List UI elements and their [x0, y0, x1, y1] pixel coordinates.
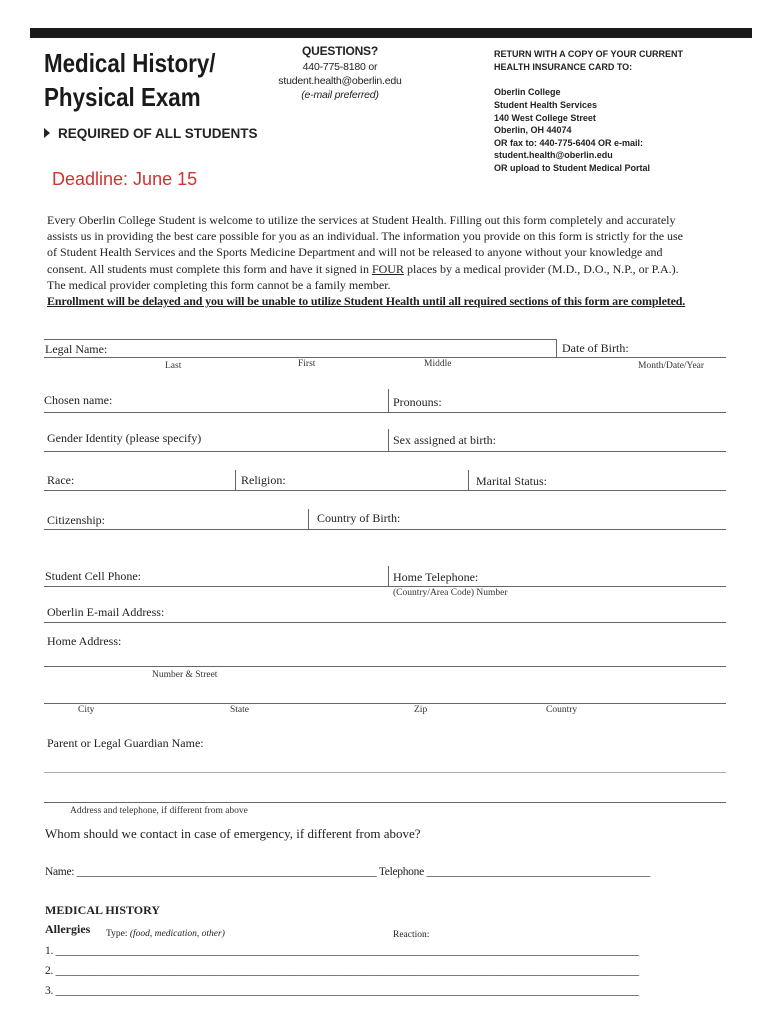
header-bar: [30, 28, 752, 38]
number-street-sublabel: Number & Street: [152, 670, 218, 680]
emergency-name-telephone-field[interactable]: Name: _______________________________________________________ Telephone _________________________________________: [45, 866, 650, 878]
type-hint: (food, medication, other): [129, 929, 225, 939]
divider: [556, 339, 557, 357]
contact-email[interactable]: student.health@oberlin.edu: [278, 75, 402, 87]
phone-format-sublabel: (Country/Area Code) Number: [393, 588, 508, 598]
city-sublabel: City: [78, 705, 95, 715]
intro-line: Every Oberlin College Student is welcome to utilize the services at Student Health. Filling out this form completely and accurately: [47, 213, 676, 227]
address-line: OR fax to: 440-775-6404 OR e-mail:: [494, 138, 644, 148]
allergy-line-3[interactable]: 3. ___________________________________________________________________________________________________________: [45, 985, 639, 997]
cell-phone-label: Student Cell Phone:: [45, 569, 141, 583]
address-line: 140 West College Street: [494, 113, 596, 123]
gender-identity-label: Gender Identity (please specify): [47, 431, 202, 445]
divider: [468, 470, 469, 490]
dob-label: Date of Birth:: [562, 341, 629, 355]
form-title: [44, 46, 215, 114]
intro-paragraph: [47, 212, 727, 309]
return-line-2: HEALTH INSURANCE CARD TO:: [494, 62, 633, 72]
guardian-label: Parent or Legal Guardian Name:: [47, 736, 204, 750]
oberlin-email-label: Oberlin E-mail Address:: [47, 605, 165, 619]
questions-label: QUESTIONS?: [301, 44, 378, 58]
title-line-1: Medical History/: [44, 48, 216, 78]
zip-sublabel: Zip: [414, 705, 428, 715]
emergency-question: Whom should we contact in case of emergency, if different from above?: [45, 826, 421, 841]
allergy-line-2[interactable]: 2. ___________________________________________________________________________________________________________: [45, 965, 639, 977]
home-address-field[interactable]: [44, 666, 726, 667]
intro-text: places by a medical provider (M.D., D.O., N.P., or P.A.).: [403, 261, 679, 276]
sex-assigned-label: Sex assigned at birth:: [393, 433, 496, 447]
first-name-sublabel: First: [298, 359, 316, 369]
address-line: Oberlin College: [494, 87, 561, 97]
guardian-name-field[interactable]: [44, 772, 726, 773]
legal-name-field[interactable]: [44, 357, 726, 358]
type-label: Type:: [106, 929, 128, 939]
home-telephone-label: Home Telephone:: [393, 570, 479, 584]
divider: [388, 389, 389, 412]
divider: [308, 509, 309, 529]
required-notice: [44, 126, 258, 141]
address-line: Student Health Services: [494, 100, 598, 110]
guardian-address-note: Address and telephone, if different from above: [70, 806, 248, 816]
divider: [235, 470, 236, 490]
medical-history-heading: MEDICAL HISTORY: [45, 903, 161, 917]
country-sublabel: Country: [546, 705, 578, 715]
gender-identity-field[interactable]: [44, 451, 726, 452]
phone-field[interactable]: [44, 586, 726, 587]
marital-status-label: Marital Status:: [476, 474, 547, 488]
race-religion-field[interactable]: [44, 490, 726, 491]
contact-phone: 440-775-8180 or: [302, 61, 378, 73]
intro-line: [47, 261, 727, 277]
religion-label: Religion:: [241, 473, 286, 487]
dob-format-sublabel: Month/Date/Year: [638, 361, 705, 371]
pronouns-label: Pronouns:: [393, 395, 442, 409]
divider: [388, 566, 389, 586]
middle-name-sublabel: Middle: [424, 359, 452, 369]
last-name-sublabel: Last: [165, 361, 182, 371]
oberlin-email-field[interactable]: [44, 622, 726, 623]
race-label: Race:: [47, 473, 75, 487]
address-line: student.health@oberlin.edu: [494, 150, 613, 160]
allergy-line-1[interactable]: 1. ___________________________________________________________________________________________________________: [45, 945, 639, 957]
chosen-name-field[interactable]: [44, 412, 726, 413]
enrollment-warning: Enrollment will be delayed and you will be unable to utilize Student Health until all required sections of this form are completed.: [47, 294, 686, 309]
country-of-birth-label: Country of Birth:: [317, 511, 401, 525]
home-address-label: Home Address:: [47, 634, 122, 648]
intro-line: The medical provider completing this form cannot be a family member.: [47, 277, 391, 292]
required-label: REQUIRED OF ALL STUDENTS: [58, 126, 258, 141]
return-line-1: RETURN WITH A COPY OF YOUR CURRENT: [494, 49, 684, 59]
allergy-type-label: [106, 929, 225, 939]
reaction-label: Reaction:: [393, 930, 430, 940]
city-state-field[interactable]: [44, 703, 726, 704]
guardian-address-field[interactable]: [44, 802, 726, 803]
chosen-name-label: Chosen name:: [44, 393, 113, 407]
address-line: OR upload to Student Medical Portal: [494, 163, 651, 173]
divider: [388, 429, 389, 451]
intro-text: consent. All students must complete this form and have it signed in: [47, 261, 372, 276]
deadline: Deadline: June 15: [52, 169, 198, 189]
intro-line: of Student Health Services and the Sports Medicine Department and will not be released to anyone without your knowledge and: [47, 245, 663, 260]
four-emphasis: FOUR: [371, 261, 404, 276]
title-line-2: Physical Exam: [44, 82, 201, 112]
divider: [44, 339, 556, 340]
play-triangle-icon: [44, 128, 50, 138]
state-sublabel: State: [230, 705, 249, 715]
email-note: (e-mail preferred): [301, 89, 379, 101]
legal-name-label: Legal Name:: [45, 342, 108, 356]
citizenship-label: Citizenship:: [47, 513, 105, 527]
intro-line: assists us in providing the best care possible for you as an individual. The information you provide on this form is strictly for the use: [47, 229, 684, 244]
citizenship-field[interactable]: [44, 529, 726, 530]
address-line: Oberlin, OH 44074: [494, 125, 572, 135]
allergies-label: Allergies: [45, 922, 91, 936]
